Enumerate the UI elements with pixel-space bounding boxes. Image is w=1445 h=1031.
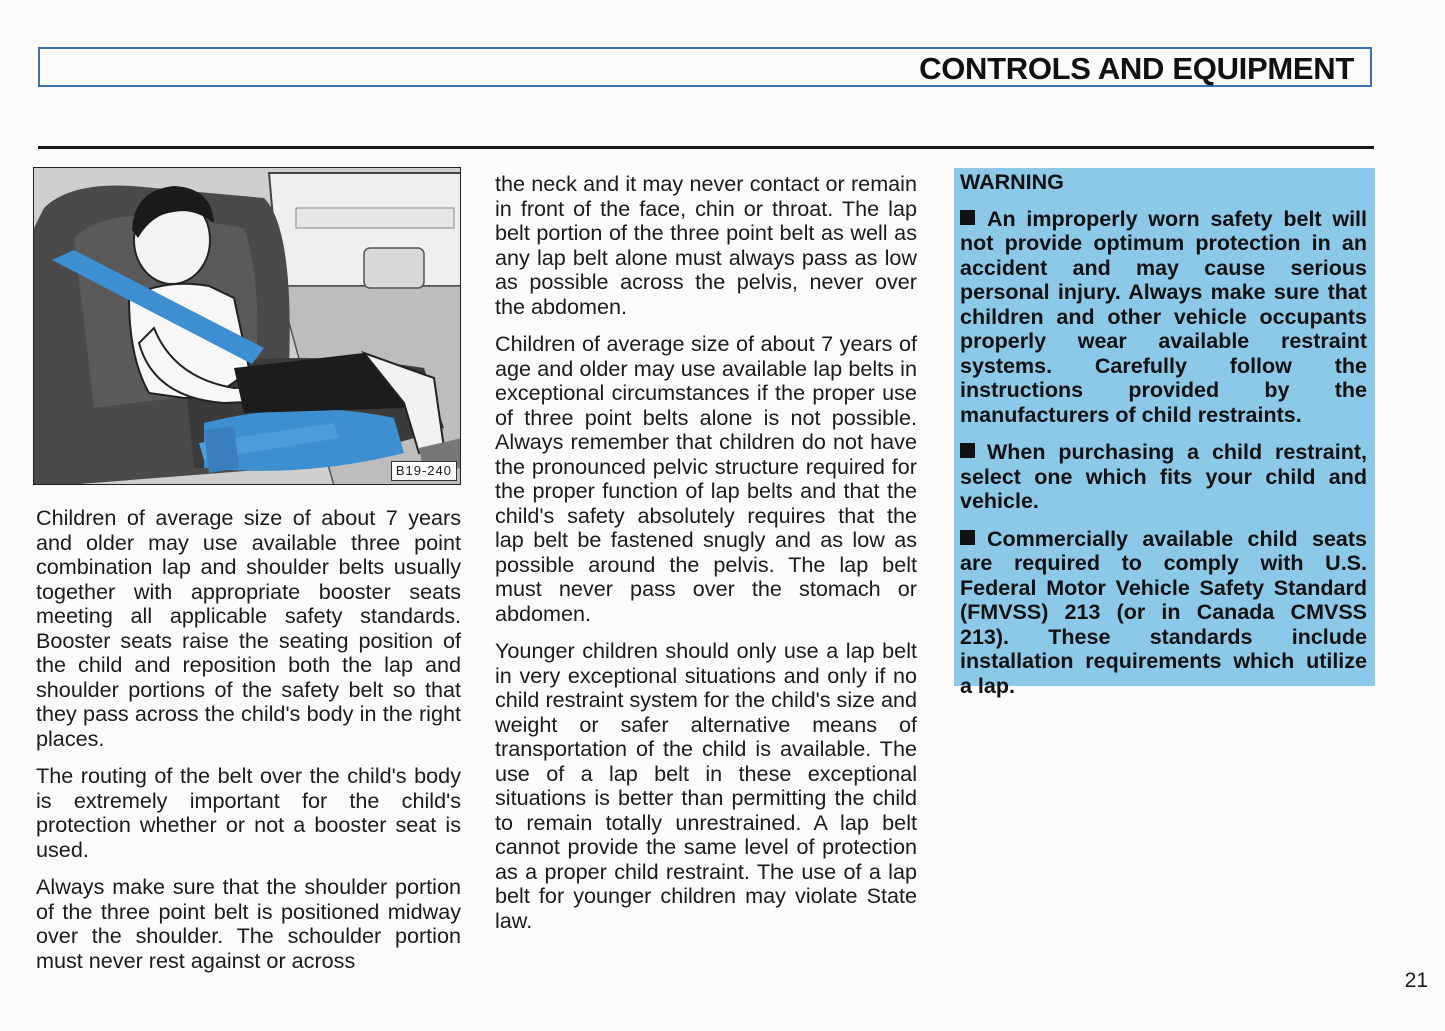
page-number: 21 (1404, 969, 1428, 992)
warning-item (960, 440, 1367, 514)
text-column-1 (36, 506, 461, 986)
square-bullet-icon (960, 443, 975, 458)
warning-item-text: When purchasing a child restraint, select one which fits your child and vehicle. (960, 440, 1367, 513)
illustration-drawing (34, 168, 461, 485)
paragraph: Children of average size of about 7 years and older may use available three point combination lap and shoulder belts usually together with appropriate booster seats meeting all applicable safety standards. Booster seats raise the seating position of the child and reposition both the lap and shoulder portions of the safety belt so that they pass across the child's body in the right places. (36, 505, 461, 751)
warning-box (954, 168, 1375, 698)
section-header (38, 47, 1372, 87)
child-seatbelt-illustration (33, 167, 461, 485)
warning-item (960, 527, 1367, 699)
header-rule (38, 146, 1374, 149)
square-bullet-icon (960, 210, 975, 225)
section-title: CONTROLS AND EQUIPMENT (919, 51, 1354, 86)
warning-item-text: An improperly worn safety belt will not provide optimum protection in an accident and may cause serious personal injury. Always make sure that children and other vehicle occupants properly wear available restraint systems. Carefully follow the instructions provided by the manufacturers of child restraints. (960, 206, 1367, 427)
paragraph: Always make sure that the shoulder portion of the three point belt is positioned midway over the shoulder. The schoulder portion must never rest against or across (36, 874, 461, 973)
warning-item (960, 207, 1367, 428)
text-column-2 (495, 172, 917, 946)
paragraph: Younger children should only use a lap belt in very exceptional situations and only if no child restraint system for the child's size and weight or safer alternative means of transportation of the child is available. The use of a lap belt in these exceptional situations is better than permitting the child to remain totally unrestrained. A lap belt cannot provide the same level of protection as a proper child restraint. The use of a lap belt for younger children may violate State law. (495, 638, 917, 933)
warning-item-text: Commercially available child seats are required to comply with U.S. Federal Motor Vehicle Safety Standard (FMVSS) 213 (or in Canada CMVSS 213). These standards include installation requirements which utilize a lap. (960, 526, 1367, 698)
square-bullet-icon (960, 530, 975, 545)
paragraph: Children of average size of about 7 years of age and older may use available lap belts in exceptional circumstances if the proper use of three point belts alone is not possible. Always remember that children do not have the pronounced pelvic structure required for the proper function of lap belts and that the child's safety absolutely requires that the lap belt be fastened snugly and as low as possible around the pelvis. The lap belt must never pass over the stomach or abdomen. (495, 331, 917, 626)
warning-title: WARNING (960, 170, 1064, 194)
figure-code: B19-240 (391, 461, 457, 481)
paragraph: The routing of the belt over the child's body is extremely important for the child's protection whether or not a booster seat is used. (36, 763, 461, 862)
paragraph: the neck and it may never contact or remain in front of the face, chin or throat. The lap belt portion of the three point belt as well as any lap belt alone must always pass as low as possible across the pelvis, never over the abdomen. (495, 171, 917, 319)
